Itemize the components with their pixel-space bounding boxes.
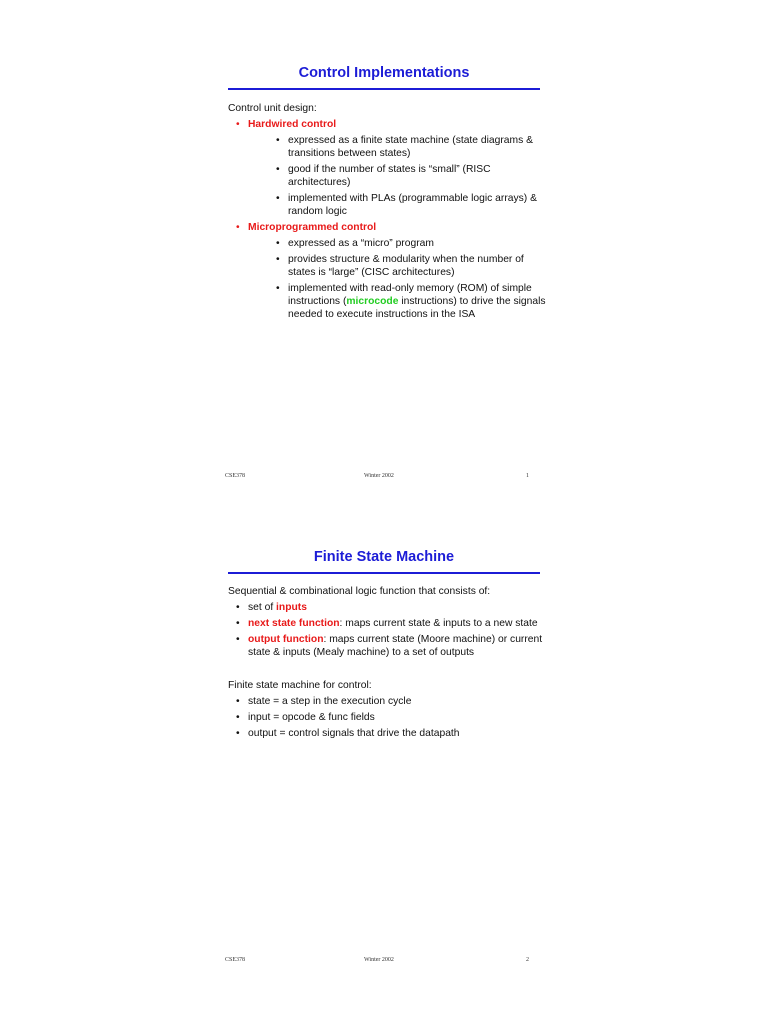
item-text: set of (248, 602, 277, 613)
item-text: : maps current state & inputs to a new state (339, 618, 538, 629)
list-item: • implemented with PLAs (programmable logic arrays) & random logic (248, 192, 548, 218)
list-item (228, 118, 548, 218)
slide-1 (0, 44, 768, 524)
item-text: : maps current state (Moore machine) or current state & inputs (Mealy machine) to a set of outputs (248, 634, 543, 658)
sub-bullet-list (248, 237, 548, 321)
list-item (248, 282, 548, 321)
list-item: • expressed as a finite state machine (state diagrams & transitions between states) (248, 134, 548, 160)
list-item: • output = control signals that drive the datapath (228, 727, 548, 740)
title-rule (228, 88, 540, 90)
slide-title: Control Implementations (298, 65, 470, 81)
bullet-list (228, 601, 548, 659)
sub-bullet-list (248, 134, 548, 218)
footer-course: CSE378 (225, 957, 246, 963)
term-highlight: output function (248, 634, 324, 645)
title-rule (228, 572, 540, 574)
slide-title: Finite State Machine (313, 549, 455, 565)
list-item (228, 617, 548, 630)
item-text: instructions) to drive the signals needed to execute instructions in the ISA (288, 296, 546, 320)
intro-text: Finite state machine for control: (228, 680, 372, 691)
section-heading: Hardwired control (248, 119, 337, 130)
item-text: implemented with read-only memory (ROM) of simple instructions ( (288, 283, 532, 307)
intro-text: Control unit design: (228, 103, 317, 114)
list-item (228, 221, 548, 321)
footer-term: Winter 2002 (364, 957, 394, 963)
term-highlight: inputs (276, 602, 307, 613)
list-item (228, 633, 548, 659)
list-item: • state = a step in the execution cycle (228, 695, 548, 708)
microcode-highlight: microcode (346, 296, 399, 307)
footer-page-number: 2 (526, 957, 529, 963)
bullet-list (228, 695, 548, 740)
list-item: • expressed as a “micro” program (248, 237, 548, 250)
spacer (228, 662, 548, 679)
footer-term: Winter 2002 (364, 473, 394, 479)
intro-text: Sequential & combinational logic function that consists of: (228, 586, 491, 597)
footer-course: CSE378 (225, 473, 246, 479)
slide-body (228, 585, 548, 743)
list-item: • input = opcode & func fields (228, 711, 548, 724)
bullet-list (228, 118, 548, 321)
list-item: • provides structure & modularity when the number of states is “large” (CISC architectures) (248, 253, 548, 279)
slide-2 (0, 528, 768, 1008)
slide-body (228, 102, 548, 324)
term-highlight: next state function (248, 618, 340, 629)
list-item: • good if the number of states is “small” (RISC architectures) (248, 163, 548, 189)
section-heading: Microprogrammed control (248, 222, 377, 233)
list-item (228, 601, 548, 614)
footer-page-number: 1 (526, 473, 529, 479)
